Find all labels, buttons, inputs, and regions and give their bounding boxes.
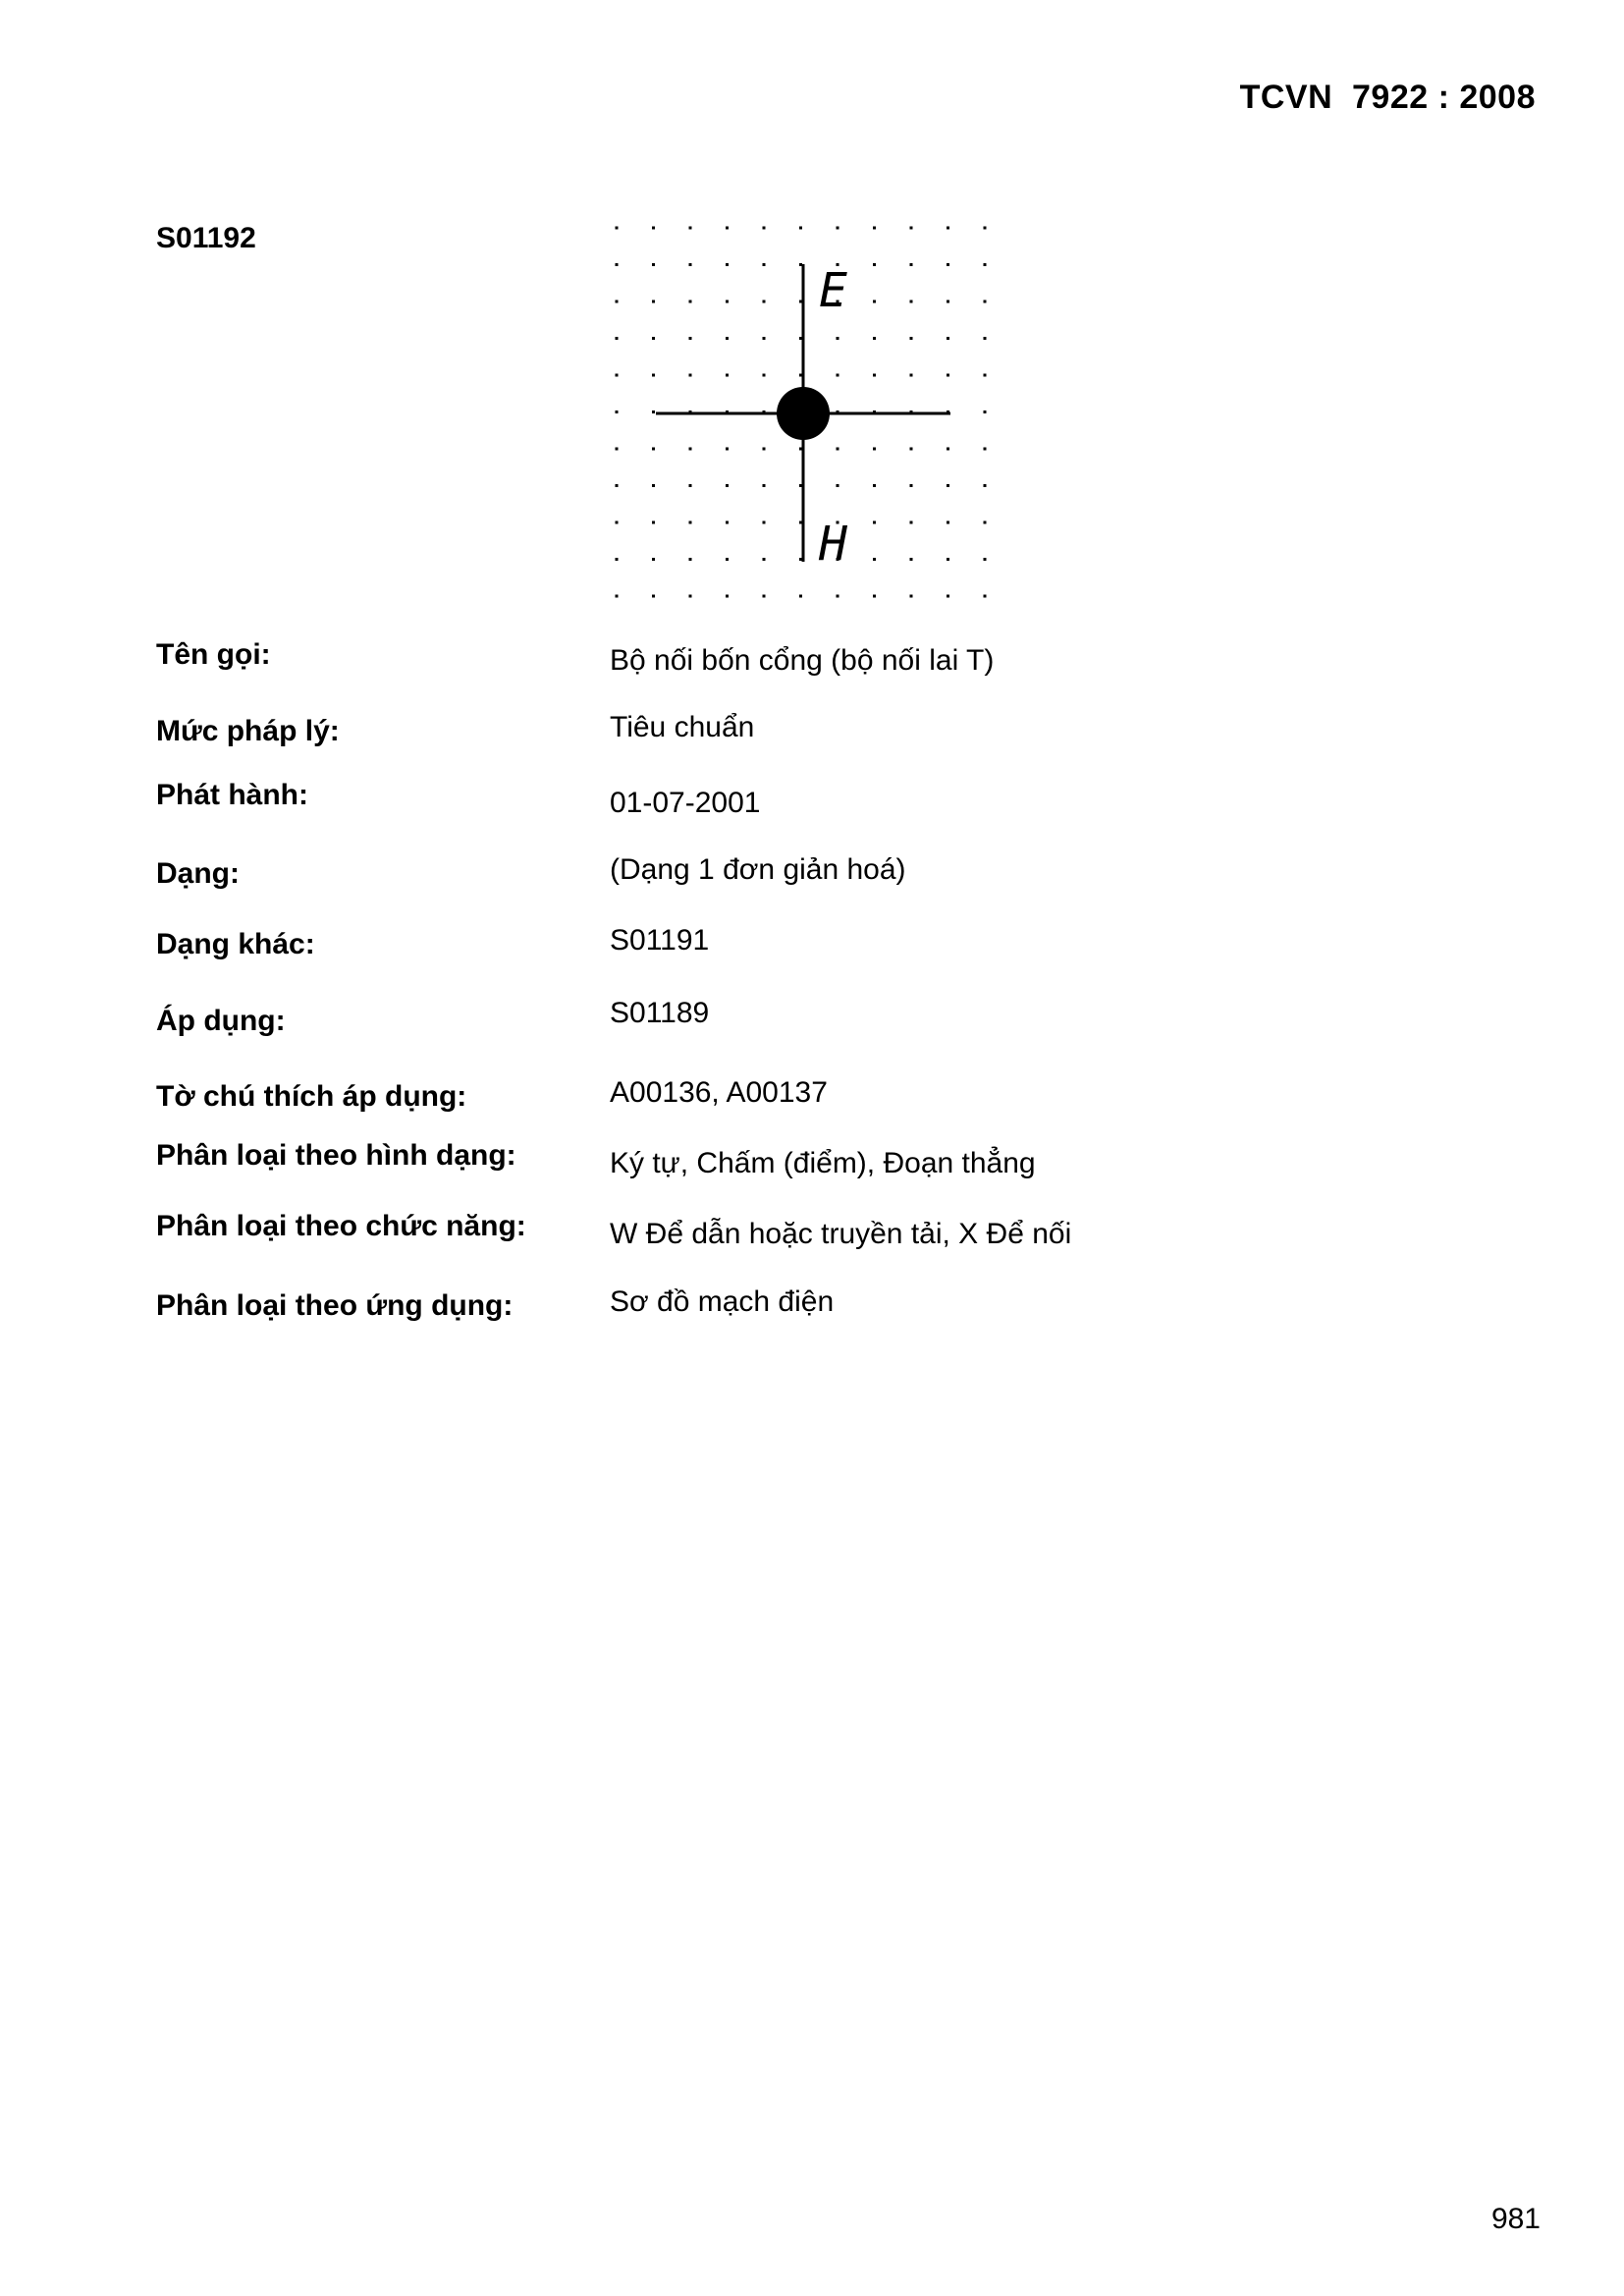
field-row-issued [156, 779, 1433, 824]
field-value: S01189 [610, 997, 710, 1029]
grid-dot [652, 374, 655, 377]
field-value: Bộ nối bốn cổng (bộ nối lai T) [610, 644, 995, 677]
grid-dot [726, 374, 729, 377]
grid-dot [910, 263, 913, 266]
field-value: S01191 [610, 924, 710, 957]
grid-dot [689, 484, 692, 487]
field-label: Phát hành: [156, 779, 308, 811]
grid-dot [947, 484, 949, 487]
page-number: 981 [1490, 2203, 1541, 2235]
grid-dot [947, 521, 949, 524]
field-label: Áp dụng: [156, 1005, 286, 1037]
grid-dot [984, 595, 987, 598]
grid-dot [873, 263, 876, 266]
grid-dot [984, 301, 987, 303]
grid-dot [689, 227, 692, 230]
field-row-shape-classification [156, 1139, 1433, 1184]
grid-dot [984, 558, 987, 561]
grid-dot [652, 558, 655, 561]
field-value: 01-07-2001 [610, 787, 761, 819]
grid-dot [947, 227, 949, 230]
grid-dot [984, 410, 987, 413]
grid-dot [689, 448, 692, 451]
field-label: Dạng: [156, 857, 240, 890]
grid-dot [910, 595, 913, 598]
grid-dot [837, 374, 839, 377]
grid-dot [873, 521, 876, 524]
grid-dot [616, 410, 619, 413]
grid-dot [984, 448, 987, 451]
grid-dot [763, 484, 766, 487]
grid-dot [652, 337, 655, 340]
field-value: W Để dẫn hoặc truyền tải, X Để nối [610, 1218, 1072, 1250]
grid-dot [726, 301, 729, 303]
field-label: Tờ chú thích áp dụng: [156, 1080, 467, 1113]
grid-dot [726, 448, 729, 451]
grid-dot [984, 521, 987, 524]
field-label: Dạng khác: [156, 928, 315, 960]
grid-dot [726, 337, 729, 340]
grid-dot [763, 558, 766, 561]
grid-dot [763, 448, 766, 451]
grid-dot [910, 558, 913, 561]
field-row-legal-level [156, 711, 1433, 760]
field-label: Tên gọi: [156, 638, 271, 671]
grid-dot [689, 521, 692, 524]
grid-dot [873, 558, 876, 561]
grid-dot [984, 337, 987, 340]
field-row-name [156, 638, 1433, 683]
grid-dot [726, 521, 729, 524]
grid-dot [910, 374, 913, 377]
grid-dot [726, 227, 729, 230]
grid-dot [910, 484, 913, 487]
label-e: E [819, 263, 847, 318]
field-value: Ký tự, Chấm (điểm), Đoạn thẳng [610, 1147, 1036, 1179]
grid-dot [689, 595, 692, 598]
four-port-junction-symbol-icon [607, 218, 1000, 606]
grid-dot [616, 595, 619, 598]
field-value: Tiêu chuẩn [610, 711, 755, 743]
junction-dot [777, 387, 830, 440]
grid-dot [910, 337, 913, 340]
grid-dot [689, 263, 692, 266]
field-label: Phân loại theo chức năng: [156, 1210, 526, 1242]
grid-dot [689, 301, 692, 303]
grid-dot [873, 337, 876, 340]
grid-dot [837, 337, 839, 340]
grid-dot [689, 337, 692, 340]
grid-dot [873, 227, 876, 230]
grid-dot [616, 448, 619, 451]
field-value: Sơ đồ mạch điện [610, 1285, 835, 1318]
field-label: Mức pháp lý: [156, 715, 340, 747]
grid-dot [652, 227, 655, 230]
grid-dot [837, 484, 839, 487]
grid-dot [799, 227, 802, 230]
grid-dot [873, 484, 876, 487]
grid-dot [984, 374, 987, 377]
grid-dot [910, 227, 913, 230]
grid-dot [616, 263, 619, 266]
grid-dot [616, 301, 619, 303]
grid-dot [873, 595, 876, 598]
grid-dot [689, 374, 692, 377]
grid-dot [910, 448, 913, 451]
grid-dot [763, 595, 766, 598]
grid-dot [652, 595, 655, 598]
grid-dot [947, 301, 949, 303]
grid-dot [763, 263, 766, 266]
grid-dot [652, 301, 655, 303]
field-row-application-classification [156, 1285, 1433, 1335]
grid-dot [652, 263, 655, 266]
field-label: Phân loại theo ứng dụng: [156, 1289, 514, 1322]
grid-dot [837, 595, 839, 598]
grid-dot [652, 448, 655, 451]
grid-dot [947, 558, 949, 561]
grid-dot [947, 374, 949, 377]
field-row-other-form [156, 924, 1433, 973]
grid-dot [726, 595, 729, 598]
document-standard-header: TCVN 7922 : 2008 [1239, 79, 1536, 116]
grid-dot [947, 263, 949, 266]
grid-dot [763, 227, 766, 230]
grid-dot [652, 410, 655, 413]
grid-dot [984, 227, 987, 230]
grid-dot [910, 521, 913, 524]
grid-dot [726, 263, 729, 266]
grid-dot [616, 374, 619, 377]
grid-dot [873, 301, 876, 303]
grid-dot [799, 595, 802, 598]
label-h: H [819, 517, 847, 572]
field-value: (Dạng 1 đơn giản hoá) [610, 853, 906, 886]
grid-dot [616, 521, 619, 524]
grid-dot [873, 374, 876, 377]
grid-dot [616, 558, 619, 561]
grid-dot [726, 558, 729, 561]
grid-dot [947, 595, 949, 598]
field-value: A00136, A00137 [610, 1076, 828, 1109]
grid-dot [873, 448, 876, 451]
grid-dot [689, 558, 692, 561]
symbol-code: S01192 [156, 222, 256, 254]
field-row-application [156, 997, 1433, 1050]
grid-dot [763, 521, 766, 524]
grid-dot [763, 374, 766, 377]
grid-dot [947, 448, 949, 451]
field-label: Phân loại theo hình dạng: [156, 1139, 516, 1172]
grid-dot [984, 263, 987, 266]
grid-dot [726, 484, 729, 487]
field-row-function-classification [156, 1210, 1433, 1255]
grid-dot [837, 448, 839, 451]
field-row-annotation-sheet [156, 1076, 1433, 1125]
grid-dot [616, 484, 619, 487]
grid-dot [763, 337, 766, 340]
grid-dot [763, 301, 766, 303]
grid-dot [652, 521, 655, 524]
grid-dot [616, 337, 619, 340]
grid-dot [652, 484, 655, 487]
grid-dot [837, 227, 839, 230]
field-row-form [156, 853, 1433, 902]
grid-dot [616, 227, 619, 230]
grid-dot [947, 337, 949, 340]
grid-dot [910, 301, 913, 303]
grid-dot [984, 484, 987, 487]
